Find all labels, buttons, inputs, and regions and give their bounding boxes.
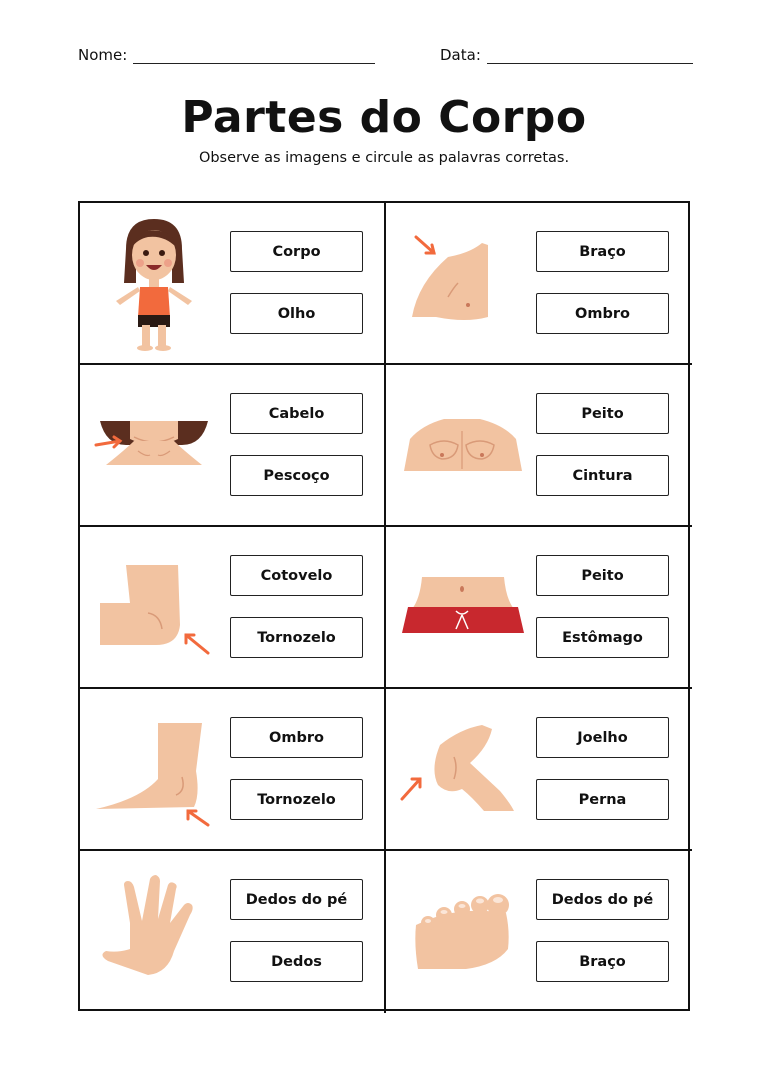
option-button[interactable]: Peito	[536, 555, 669, 596]
knee-icon	[396, 699, 528, 839]
elbow-icon	[90, 537, 222, 677]
date-field[interactable]	[440, 46, 693, 64]
exercise-cell	[386, 203, 692, 365]
neck-icon	[90, 375, 222, 515]
option-button[interactable]: Cintura	[536, 455, 669, 496]
exercise-cell	[80, 527, 386, 689]
option-button[interactable]: Tornozelo	[230, 779, 363, 820]
name-label: Nome:	[78, 46, 128, 64]
option-button[interactable]: Perna	[536, 779, 669, 820]
page-title: Partes do Corpo	[181, 92, 587, 143]
name-line[interactable]	[133, 49, 375, 64]
name-field[interactable]	[78, 46, 375, 64]
date-line[interactable]	[487, 49, 693, 64]
option-button[interactable]: Cabelo	[230, 393, 363, 434]
exercise-cell	[386, 689, 692, 851]
option-button[interactable]: Dedos do pé	[230, 879, 363, 920]
option-button[interactable]: Braço	[536, 941, 669, 982]
girl-icon	[90, 213, 222, 353]
ankle-icon	[90, 699, 222, 839]
exercise-cell	[80, 851, 386, 1013]
date-label: Data:	[440, 46, 481, 64]
exercise-cell	[80, 203, 386, 365]
option-button[interactable]: Braço	[536, 231, 669, 272]
page-subtitle: Observe as imagens e circule as palavras corretas.	[198, 150, 570, 166]
option-button[interactable]: Ombro	[230, 717, 363, 758]
exercise-grid	[78, 201, 690, 1011]
foot-icon	[396, 861, 528, 1001]
option-button[interactable]: Pescoço	[230, 455, 363, 496]
option-button[interactable]: Corpo	[230, 231, 363, 272]
chest-icon	[396, 375, 528, 515]
option-button[interactable]: Ombro	[536, 293, 669, 334]
option-button[interactable]: Estômago	[536, 617, 669, 658]
stomach-icon	[396, 537, 528, 677]
exercise-cell	[386, 527, 692, 689]
hand-icon	[90, 861, 222, 1001]
exercise-cell	[80, 365, 386, 527]
exercise-cell	[80, 689, 386, 851]
option-button[interactable]: Dedos do pé	[536, 879, 669, 920]
option-button[interactable]: Peito	[536, 393, 669, 434]
option-button[interactable]: Olho	[230, 293, 363, 334]
option-button[interactable]: Dedos	[230, 941, 363, 982]
exercise-cell	[386, 365, 692, 527]
option-button[interactable]: Cotovelo	[230, 555, 363, 596]
exercise-cell	[386, 851, 692, 1013]
option-button[interactable]: Tornozelo	[230, 617, 363, 658]
shoulder-icon	[396, 213, 528, 353]
option-button[interactable]: Joelho	[536, 717, 669, 758]
